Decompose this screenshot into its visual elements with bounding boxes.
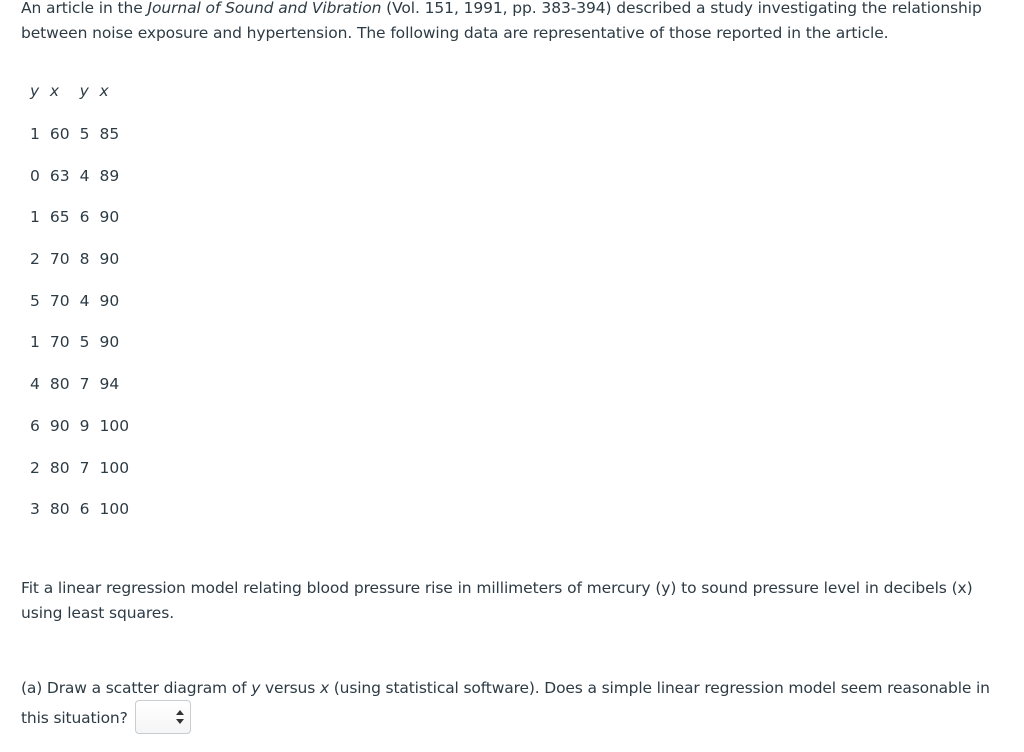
table-row — [21, 435, 129, 477]
table-cell: 5 — [30, 291, 40, 310]
table-cell: 8 — [79, 250, 90, 269]
table-cell: 7 — [79, 458, 90, 477]
journal-title: Journal of Sound and Vibration — [147, 0, 382, 17]
table-cell: 1 — [30, 208, 40, 227]
table-cell: 4 — [79, 166, 90, 185]
up-down-arrows-icon — [175, 709, 185, 725]
table-cell: 6 — [30, 416, 40, 435]
table-cell: 5 — [79, 125, 90, 143]
table-cell: 4 — [79, 291, 90, 310]
table-row — [21, 226, 129, 268]
table-cell: 6 — [79, 208, 90, 227]
table-cell: 70 — [49, 250, 70, 269]
table-row — [21, 103, 129, 143]
var-x: x — [319, 679, 329, 697]
table-cell: 65 — [49, 208, 70, 227]
intro-suffix: (Vol. 151, 1991, pp. 383-394) described a study investigating the relationship between noise exposure and hypertension. The following data are representative of those reported in the article. — [21, 0, 982, 42]
column-header: y — [79, 82, 89, 100]
table-body — [21, 103, 129, 518]
part-a-text: (a) Draw a scatter diagram of — [21, 679, 252, 697]
column-header: x — [99, 82, 109, 100]
table-cell: 70 — [49, 291, 70, 310]
table-row — [21, 393, 129, 435]
column-header: y — [30, 82, 40, 100]
table-row — [21, 143, 129, 185]
table-cell: 1 — [30, 125, 40, 143]
table-cell: 94 — [99, 375, 120, 394]
table-row — [21, 351, 129, 393]
table-cell: 89 — [99, 166, 120, 185]
table-cell: 80 — [49, 375, 70, 394]
data-table — [21, 79, 129, 518]
table-row — [21, 185, 129, 227]
part-a-text: (using statistical software). Does a simple linear regression model seem reasonable in this situation? — [21, 679, 990, 727]
table-cell: 85 — [99, 125, 120, 143]
table-cell: 63 — [49, 166, 70, 185]
table-cell: 90 — [99, 208, 120, 227]
table-cell: 9 — [79, 416, 90, 435]
table-cell: 4 — [30, 375, 40, 394]
table-row — [21, 268, 129, 310]
table-cell: 7 — [79, 375, 90, 394]
task-statement: Fit a linear regression model relating blood pressure rise in millimeters of mercury (y) to sound pressure level in decibels (x) using least squares. — [21, 579, 973, 622]
table-cell: 100 — [99, 416, 130, 435]
table-row — [21, 310, 129, 352]
table-cell: 0 — [30, 166, 40, 185]
table-cell: 90 — [99, 250, 120, 269]
part-a-text: versus — [260, 679, 320, 697]
table-cell: 90 — [99, 333, 120, 352]
table-cell: 100 — [99, 458, 130, 477]
table-cell: 90 — [99, 291, 120, 310]
table-header-row — [21, 79, 129, 103]
var-y: y — [251, 679, 261, 697]
table-cell: 60 — [49, 125, 70, 143]
table-row — [21, 477, 129, 519]
part-a-question — [21, 673, 1016, 734]
table-cell: 5 — [79, 333, 90, 352]
column-header: x — [49, 82, 60, 100]
table-cell: 90 — [49, 416, 70, 435]
table-cell: 3 — [30, 500, 40, 519]
answer-select[interactable] — [135, 700, 191, 734]
table-cell: 70 — [49, 333, 70, 352]
table-cell: 100 — [99, 500, 130, 519]
table-cell: 80 — [49, 458, 70, 477]
table-cell: 2 — [30, 250, 40, 269]
table-cell: 1 — [30, 333, 40, 352]
intro-prefix: An article in the — [21, 0, 148, 17]
table-cell: 2 — [30, 458, 40, 477]
problem-intro — [21, 0, 1011, 46]
table-cell: 6 — [79, 500, 90, 519]
table-cell: 80 — [49, 500, 70, 519]
